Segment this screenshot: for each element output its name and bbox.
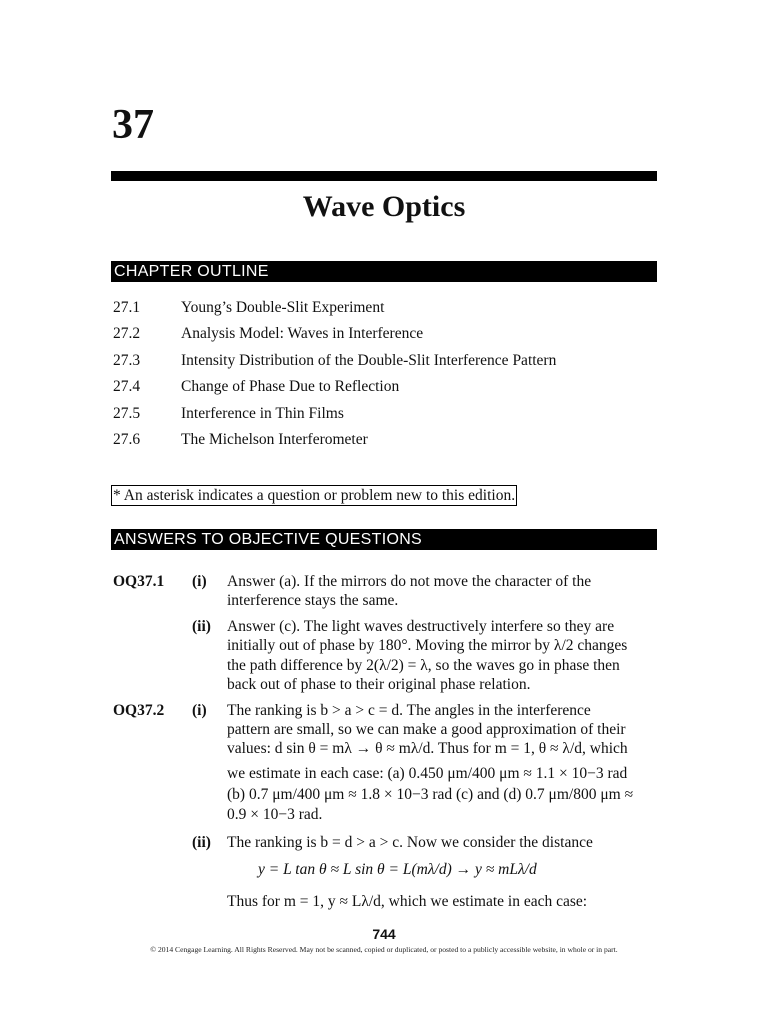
answer-line: we estimate in each case: (a) 0.450 μm/400 μm ≈ 1.1 × 10−3 rad xyxy=(227,765,628,782)
question-label: OQ37.2 xyxy=(113,702,165,719)
answer-line: initially out of phase by 180°. Moving the mirror by λ/2 changes xyxy=(227,637,628,654)
part-label: (ii) xyxy=(192,834,211,851)
answer-line: Answer (c). The light waves destructively interfere so they are xyxy=(227,618,615,635)
question-label: OQ37.1 xyxy=(113,573,165,590)
section-title: Young’s Double-Slit Experiment xyxy=(181,299,385,316)
section-number: 27.1 xyxy=(113,299,141,316)
chapter-title: Wave Optics xyxy=(302,190,466,223)
section-title: Change of Phase Due to Reflection xyxy=(181,378,400,396)
answer-line: values: d sin θ = mλ → θ ≈ mλ/d. Thus for m = 1, θ ≈ λ/d, which xyxy=(227,740,628,757)
answer-line: Answer (a). If the mirrors do not move the character of the xyxy=(227,573,592,590)
asterisk-note: * An asterisk indicates a question or problem new to this edition. xyxy=(113,487,516,504)
chapter-number: 37 xyxy=(112,102,154,148)
section-number: 27.6 xyxy=(113,430,141,448)
list-item xyxy=(113,378,653,404)
answer-line: The ranking is b > a > c = d. The angles in the interference xyxy=(227,702,591,719)
answer-line: the path difference by 2(λ/2) = λ, so the waves go in phase then xyxy=(227,657,620,674)
answer-line: (b) 0.7 μm/400 μm ≈ 1.8 × 10−3 rad (c) and (d) 0.7 μm/800 μm ≈ xyxy=(227,786,634,803)
list-item xyxy=(113,431,653,457)
list-item xyxy=(113,325,653,351)
answer-line: back out of phase to their original phase relation. xyxy=(227,676,531,693)
section-title: Analysis Model: Waves in Interference xyxy=(181,325,424,343)
answer-line: Thus for m = 1, y ≈ Lλ/d, which we estimate in each case: xyxy=(227,893,588,910)
distance-equation: y = L tan θ ≈ L sin θ = L(mλ/d) → y ≈ mLλ/d xyxy=(258,861,537,878)
chapter-rule xyxy=(111,171,657,181)
answer-line: pattern are small, so we can make a good approximation of their xyxy=(227,721,626,738)
answer-line: 0.9 × 10−3 rad. xyxy=(227,806,323,823)
chapter-outline-list xyxy=(113,299,653,457)
part-label: (i) xyxy=(192,573,207,590)
section-number: 27.4 xyxy=(113,378,141,396)
page-number: 744 xyxy=(372,926,396,942)
section-number: 27.3 xyxy=(113,351,141,369)
section-title: Interference in Thin Films xyxy=(181,404,344,422)
section-number: 27.5 xyxy=(113,404,141,422)
part-label: (ii) xyxy=(192,618,211,635)
copyright-notice: © 2014 Cengage Learning. All Rights Reserved. May not be scanned, copied or duplicated, or posted to a publicly accessible website, in whole or in part. xyxy=(150,945,618,954)
section-title: The Michelson Interferometer xyxy=(181,430,368,448)
answer-line: interference stays the same. xyxy=(227,592,399,609)
answer-line: The ranking is b = d > a > c. Now we consider the distance xyxy=(227,834,593,851)
section-number: 27.2 xyxy=(113,325,141,343)
list-item xyxy=(113,299,653,325)
part-label: (i) xyxy=(192,702,207,719)
list-item xyxy=(113,352,653,378)
answers-heading: ANSWERS TO OBJECTIVE QUESTIONS xyxy=(111,529,657,550)
section-title: Intensity Distribution of the Double-Slit Interference Pattern xyxy=(181,351,557,369)
list-item xyxy=(113,405,653,431)
chapter-outline-heading: CHAPTER OUTLINE xyxy=(111,261,657,282)
